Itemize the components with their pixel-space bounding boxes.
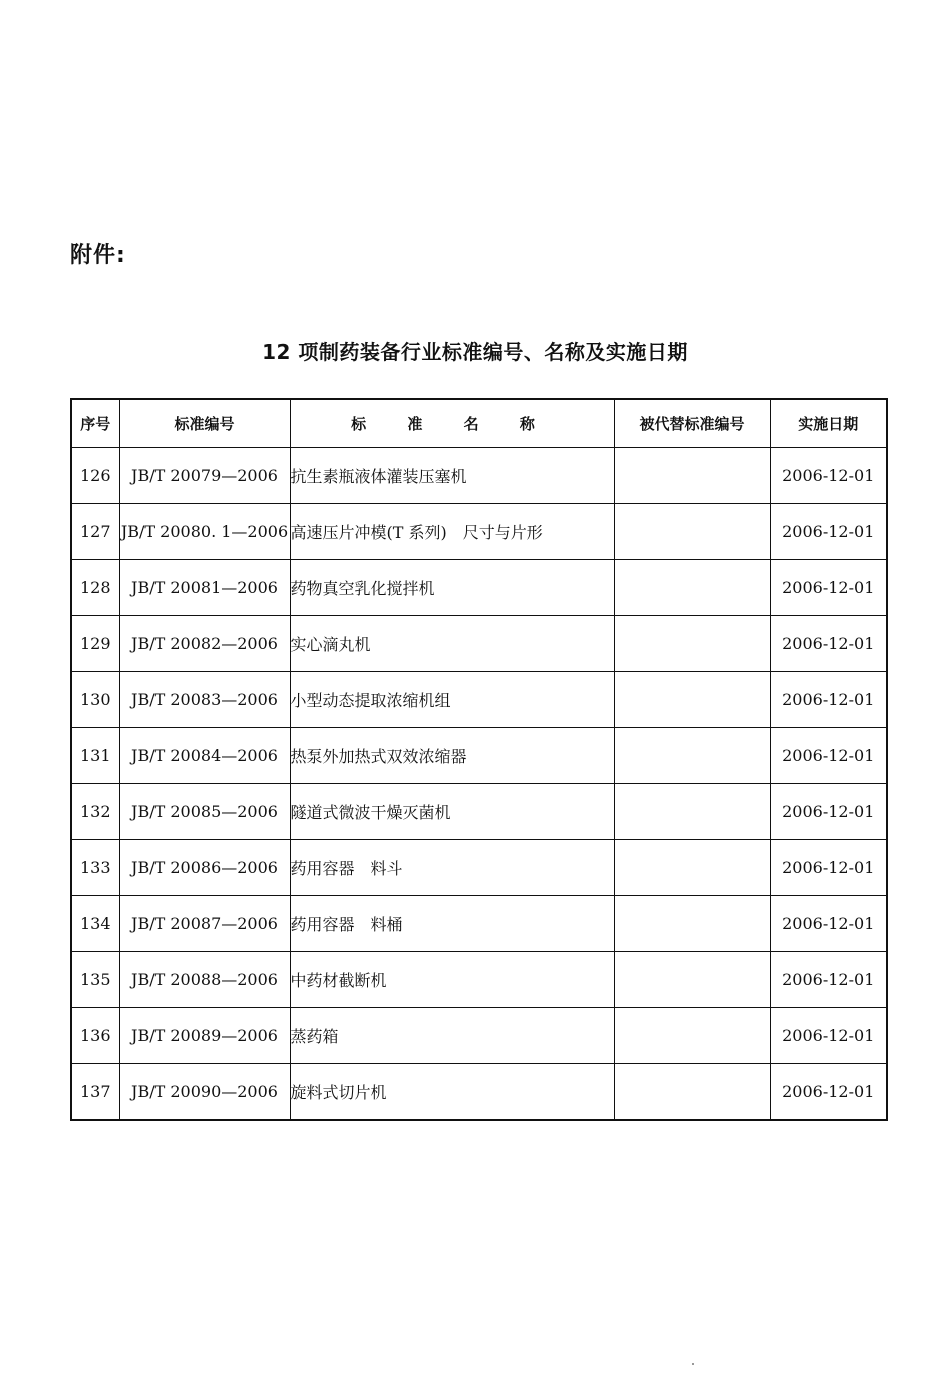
row-replaced-code bbox=[614, 1008, 770, 1064]
row-standard-name: 蒸药箱 bbox=[290, 1008, 614, 1064]
table-row bbox=[71, 784, 887, 840]
row-effective-date: 2006-12-01 bbox=[770, 672, 887, 728]
row-replaced-code bbox=[614, 616, 770, 672]
row-standard-name: 高速压片冲模(T 系列) 尺寸与片形 bbox=[290, 504, 614, 560]
row-effective-date: 2006-12-01 bbox=[770, 952, 887, 1008]
row-standard-name: 中药材截断机 bbox=[290, 952, 614, 1008]
row-seq: 136 bbox=[71, 1008, 119, 1064]
row-standard-name: 药物真空乳化搅拌机 bbox=[290, 560, 614, 616]
row-standard-code: JB/T 20082—2006 bbox=[119, 616, 290, 672]
row-standard-code: JB/T 20083—2006 bbox=[119, 672, 290, 728]
row-replaced-code bbox=[614, 728, 770, 784]
row-replaced-code bbox=[614, 840, 770, 896]
table-row bbox=[71, 1008, 887, 1064]
row-seq: 135 bbox=[71, 952, 119, 1008]
row-seq: 131 bbox=[71, 728, 119, 784]
row-standard-name: 实心滴丸机 bbox=[290, 616, 614, 672]
table-row bbox=[71, 840, 887, 896]
row-replaced-code bbox=[614, 504, 770, 560]
table-row bbox=[71, 504, 887, 560]
row-effective-date: 2006-12-01 bbox=[770, 784, 887, 840]
row-standard-name: 药用容器 料斗 bbox=[290, 840, 614, 896]
table-row bbox=[71, 672, 887, 728]
row-effective-date: 2006-12-01 bbox=[770, 616, 887, 672]
row-standard-code: JB/T 20086—2006 bbox=[119, 840, 290, 896]
attachment-label: 附件: bbox=[70, 243, 126, 268]
row-standard-code: JB/T 20079—2006 bbox=[119, 448, 290, 504]
row-standard-code: JB/T 20081—2006 bbox=[119, 560, 290, 616]
row-seq: 132 bbox=[71, 784, 119, 840]
table-row bbox=[71, 560, 887, 616]
row-effective-date: 2006-12-01 bbox=[770, 504, 887, 560]
table-row bbox=[71, 896, 887, 952]
row-standard-name: 抗生素瓶液体灌装压塞机 bbox=[290, 448, 614, 504]
row-effective-date: 2006-12-01 bbox=[770, 448, 887, 504]
row-standard-code: JB/T 20085—2006 bbox=[119, 784, 290, 840]
row-effective-date: 2006-12-01 bbox=[770, 896, 887, 952]
header-seq: 序号 bbox=[71, 399, 119, 448]
table-header-row bbox=[71, 399, 887, 448]
row-standard-name: 药用容器 料桶 bbox=[290, 896, 614, 952]
row-standard-code: JB/T 20089—2006 bbox=[119, 1008, 290, 1064]
row-standard-code: JB/T 20090—2006 bbox=[119, 1064, 290, 1121]
row-replaced-code bbox=[614, 896, 770, 952]
row-replaced-code bbox=[614, 560, 770, 616]
standards-table bbox=[70, 398, 888, 1121]
row-seq: 130 bbox=[71, 672, 119, 728]
table-row bbox=[71, 448, 887, 504]
row-seq: 126 bbox=[71, 448, 119, 504]
header-name: 标 准 名 称 bbox=[290, 399, 614, 448]
table-row bbox=[71, 616, 887, 672]
row-standard-code: JB/T 20088—2006 bbox=[119, 952, 290, 1008]
row-seq: 128 bbox=[71, 560, 119, 616]
row-standard-name: 热泵外加热式双效浓缩器 bbox=[290, 728, 614, 784]
row-standard-name: 隧道式微波干燥灭菌机 bbox=[290, 784, 614, 840]
row-seq: 134 bbox=[71, 896, 119, 952]
scan-speck bbox=[692, 1363, 694, 1365]
row-standard-code: JB/T 20080. 1—2006 bbox=[119, 504, 290, 560]
row-effective-date: 2006-12-01 bbox=[770, 728, 887, 784]
row-standard-code: JB/T 20087—2006 bbox=[119, 896, 290, 952]
header-code: 标准编号 bbox=[119, 399, 290, 448]
row-effective-date: 2006-12-01 bbox=[770, 1064, 887, 1121]
row-replaced-code bbox=[614, 448, 770, 504]
document-title: 12 项制药装备行业标准编号、名称及实施日期 bbox=[262, 340, 688, 364]
row-standard-name: 小型动态提取浓缩机组 bbox=[290, 672, 614, 728]
row-effective-date: 2006-12-01 bbox=[770, 840, 887, 896]
row-seq: 137 bbox=[71, 1064, 119, 1121]
table-row bbox=[71, 1064, 887, 1121]
table-row bbox=[71, 952, 887, 1008]
header-replaced: 被代替标准编号 bbox=[614, 399, 770, 448]
row-replaced-code bbox=[614, 952, 770, 1008]
row-seq: 133 bbox=[71, 840, 119, 896]
row-standard-code: JB/T 20084—2006 bbox=[119, 728, 290, 784]
row-seq: 129 bbox=[71, 616, 119, 672]
row-effective-date: 2006-12-01 bbox=[770, 560, 887, 616]
row-seq: 127 bbox=[71, 504, 119, 560]
row-standard-name: 旋料式切片机 bbox=[290, 1064, 614, 1121]
table-row bbox=[71, 728, 887, 784]
row-replaced-code bbox=[614, 784, 770, 840]
row-replaced-code bbox=[614, 1064, 770, 1121]
header-date: 实施日期 bbox=[770, 399, 887, 448]
row-effective-date: 2006-12-01 bbox=[770, 1008, 887, 1064]
row-replaced-code bbox=[614, 672, 770, 728]
